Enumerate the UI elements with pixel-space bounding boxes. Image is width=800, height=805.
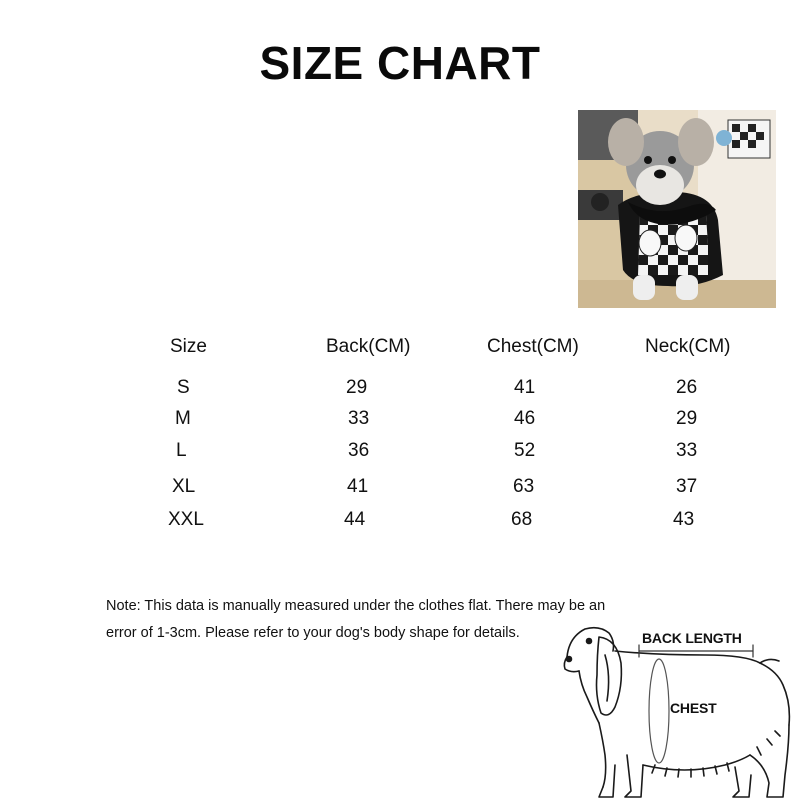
- note-line-2: error of 1-3cm. Please refer to your dog's body shape for details.: [106, 625, 520, 641]
- note-line-1: Note: This data is manually measured under the clothes flat. There may be an: [106, 598, 606, 614]
- table-cell-neck: 43: [673, 509, 695, 530]
- table-cell-neck: 33: [676, 440, 698, 461]
- table-cell-back: 33: [348, 408, 370, 429]
- page-title: SIZE CHART: [259, 37, 541, 89]
- table-cell-size: S: [177, 377, 190, 398]
- table-cell-chest: 63: [513, 476, 535, 497]
- measurement-diagram: [555, 615, 795, 800]
- table-cell-chest: 52: [514, 440, 536, 461]
- header-back: Back(CM): [326, 336, 411, 357]
- table-cell-back: 29: [346, 377, 368, 398]
- table-cell-size: XXL: [168, 509, 204, 530]
- table-cell-size: XL: [172, 476, 196, 497]
- table-cell-neck: 29: [676, 408, 698, 429]
- chest-label: CHEST: [670, 700, 717, 716]
- header-size: Size: [170, 336, 207, 357]
- table-cell-chest: 41: [514, 377, 536, 398]
- table-cell-size: L: [176, 440, 187, 461]
- table-cell-size: M: [175, 408, 191, 429]
- table-cell-neck: 37: [676, 476, 698, 497]
- table-cell-back: 36: [348, 440, 370, 461]
- table-cell-back: 44: [344, 509, 366, 530]
- header-neck: Neck(CM): [645, 336, 731, 357]
- table-cell-chest: 68: [511, 509, 533, 530]
- table-cell-chest: 46: [514, 408, 536, 429]
- table-cell-back: 41: [347, 476, 369, 497]
- header-chest: Chest(CM): [487, 336, 579, 357]
- back-length-label: BACK LENGTH: [642, 630, 742, 646]
- table-cell-neck: 26: [676, 377, 698, 398]
